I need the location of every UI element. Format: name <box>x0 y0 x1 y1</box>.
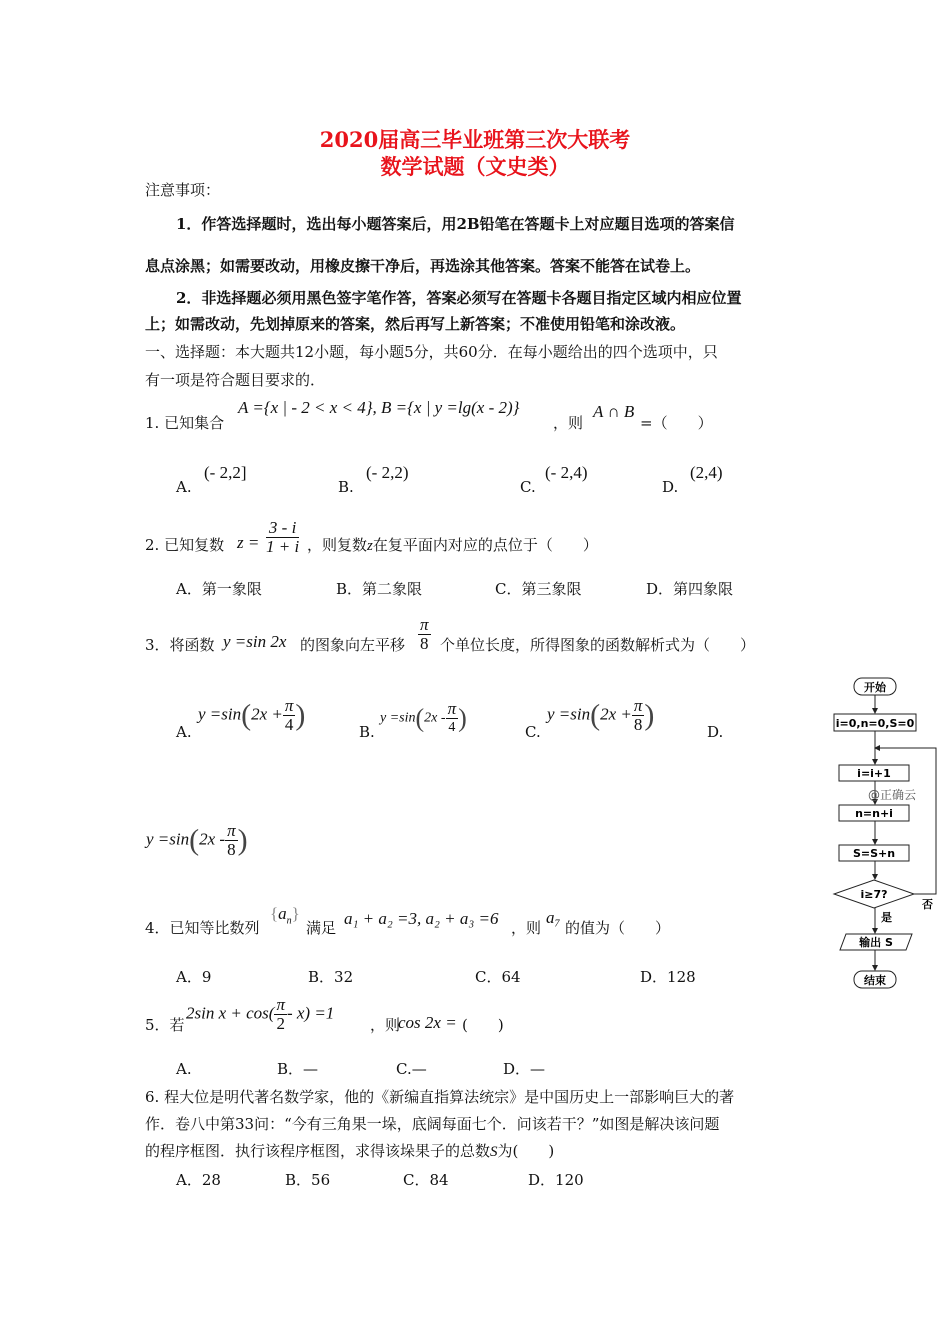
q6-option-b: B．56 <box>285 1171 331 1189</box>
q3-shift-fraction <box>418 616 431 653</box>
q3-option-a-label: A. <box>176 723 192 741</box>
q1-option-c-label: C. <box>520 478 536 496</box>
q5-stem-b: ，则 <box>370 1016 401 1034</box>
q3-option-b-label: B. <box>359 723 375 741</box>
q3-d-arg: 2x - <box>199 829 226 849</box>
q2-option-b: B．第二象限 <box>336 580 423 598</box>
q3-c-den: 8 <box>633 715 643 734</box>
q3-option-d-label: D. <box>707 723 724 741</box>
q3-d-den: 8 <box>227 840 236 859</box>
section-line2: 有一项是符合题目要求的． <box>145 371 326 389</box>
q2-option-a: A．第一象限 <box>176 580 262 598</box>
q4-seq: $\{a_n\}$ <box>270 904 300 927</box>
q4-option-b: B．32 <box>308 968 354 986</box>
q5-expr <box>186 996 334 1033</box>
q3-a-den: 4 <box>284 715 294 734</box>
q4-stem-a: 4．已知等比数列 <box>145 919 260 937</box>
q3-option-a-expr: y =sin(2x + $\frac{\pi}{4}$ ) <box>198 696 306 734</box>
q2-var-z2: z <box>367 538 373 554</box>
q1-stem-then: ，则 <box>553 414 584 432</box>
section-line1: 一、选择题：本大题共12小题，每小题5分，共60分．在每小题给出的四个选项中，只 <box>145 343 718 361</box>
q4-stem-b: 满足 <box>306 919 337 937</box>
flow-step3-text: S=S+n <box>852 847 896 860</box>
q4-target: a₇ <box>546 908 561 927</box>
q2-option-c: C．第三象限 <box>495 580 582 598</box>
q6-option-a: A．28 <box>176 1171 221 1189</box>
q5-option-d: D．— <box>503 1060 546 1078</box>
notice-item2-line1: 2．非选择题必须用黑色签字笔作答，答案必须写在答题卡各题目指定区域内相应位置 <box>176 289 742 307</box>
q6-line1: 6. 程大位是明代著名数学家，他的《新编直指算法统宗》是中国历史上一部影响巨大的著 <box>145 1088 735 1106</box>
q3-a-num: π <box>284 696 294 715</box>
q2-stem-c-text: 在复平面内对应的点位于（ ） <box>372 536 598 554</box>
q2-numerator: 3 - i <box>266 519 299 538</box>
watermark-text: @正确云 <box>867 788 917 802</box>
q4-option-a: A．9 <box>176 968 212 986</box>
q5-expr-b: - x) =1 <box>286 1003 335 1023</box>
q3-a-pre: y =sin <box>198 704 242 724</box>
flow-cond-text: i≥7? <box>860 888 888 901</box>
q1-stem <box>145 413 224 433</box>
q3-d-pre: y =sin <box>146 829 190 849</box>
q3-b-arg: 2x - <box>424 710 446 726</box>
q6-line3-a: 的程序框图．执行该程序框图，求得该垛果子的总数 <box>145 1142 491 1160</box>
q6-option-c: C．84 <box>403 1171 449 1189</box>
q5-stem-a: 5．若 <box>145 1016 185 1034</box>
q1-option-a-label: A. <box>176 478 192 496</box>
q3-c-num: π <box>633 696 643 715</box>
q3-option-c-label: C. <box>525 723 541 741</box>
q5-num: π <box>276 995 285 1014</box>
q3-option-d-expr: y =sin(2x - $\frac{\pi}{8}$ ) <box>146 821 248 859</box>
q3-shift-num: π <box>420 615 429 634</box>
q1-option-a-value: (- 2,2] <box>204 463 247 482</box>
flow-start-text: 开始 <box>864 681 886 694</box>
q3-stem-b: 的图象向左平移 <box>300 636 406 654</box>
q3-func-expr: y =sin 2x <box>223 632 287 651</box>
q2-stem-b-text: ，则复数 <box>307 536 368 554</box>
flow-no-label: 否 <box>922 898 933 911</box>
q4-option-d: D．128 <box>640 968 696 986</box>
q3-b-pre: y =sin <box>380 710 416 726</box>
notice-heading: 注意事项： <box>145 181 221 199</box>
q1-option-c-value: (- 2,4) <box>545 463 588 482</box>
q2-var-z: z = <box>237 533 260 552</box>
q3-a-arg: 2x + <box>251 704 283 724</box>
q2-stem-b <box>307 535 598 556</box>
q1-sets-expr: A ={x | - 2 < x < 4}, B ={x | y =lg(x - 2)} <box>238 398 520 417</box>
q5-option-b: B．— <box>277 1060 319 1078</box>
q1-option-d-label: D. <box>662 478 679 496</box>
q2-stem-a: 2. 已知复数 <box>145 536 225 554</box>
q3-b-num: π <box>447 699 457 718</box>
q1-intersection-expr: A ∩ B <box>593 402 635 421</box>
exam-subtitle: 数学试题（文史类） <box>380 154 570 179</box>
q6-option-d: D．120 <box>528 1171 584 1189</box>
q1-stem-blank: =（ ） <box>640 414 713 432</box>
q3-b-den: 4 <box>448 720 456 735</box>
q5-den: 2 <box>276 1014 285 1033</box>
q4-seq-a: a <box>278 904 287 923</box>
q3-option-b-expr: y =sin(2x - $\frac{\pi}{4}$ ) <box>380 699 467 735</box>
q4-option-c: C．64 <box>475 968 521 986</box>
q2-fraction <box>266 519 299 556</box>
q4-seq-sub: n <box>286 915 292 927</box>
flowchart <box>820 672 948 997</box>
q2-option-d: D．第四象限 <box>646 580 734 598</box>
q4-stem-d: 的值为（ ） <box>565 919 671 937</box>
flow-output-text: 输出 S <box>859 936 893 949</box>
q3-d-num: π <box>227 821 236 840</box>
q3-c-arg: 2x + <box>600 704 632 724</box>
q2-denominator: 1 + i <box>266 537 300 556</box>
q1-option-b-label: B. <box>338 478 354 496</box>
q5-expr-c: cos 2x = <box>398 1013 457 1032</box>
q6-line3-var: S <box>490 1144 498 1160</box>
q1-option-d-value: (2,4) <box>690 463 723 482</box>
q5-stem-c: ( ) <box>462 1016 504 1034</box>
q6-line3 <box>145 1141 554 1162</box>
notice-item1-line2: 息点涂黑；如需要改动，用橡皮擦干净后，再选涂其他答案。答案不能答在试卷上。 <box>145 257 701 275</box>
q3-stem-a: 3．将函数 <box>145 636 215 654</box>
flow-step1-text: i=i+1 <box>857 767 891 780</box>
q1-stem-text: 1. 已知集合 <box>145 414 225 432</box>
q4-stem-c: ，则 <box>511 919 542 937</box>
q5-option-a: A. <box>176 1060 192 1078</box>
flow-yes-label: 是 <box>881 911 892 924</box>
notice-item2-line2: 上；如需改动，先划掉原来的答案，然后再写上新答案；不准使用铅笔和涂改液。 <box>145 315 686 333</box>
q4-condition: a₁ + a₂ =3, a₂ + a₃ =6 <box>344 909 499 928</box>
q3-option-c-expr: y =sin(2x + $\frac{\pi}{8}$ ) <box>547 696 655 734</box>
q3-c-pre: y =sin <box>547 704 591 724</box>
q5-option-c: C.— <box>396 1060 427 1078</box>
exam-title: 2020届高三毕业班第三次大联考 <box>319 127 631 152</box>
notice-item1-line1: 1．作答选择题时，选出每小题答案后，用2B铅笔在答题卡上对应题目选项的答案信 <box>176 215 735 233</box>
flow-end-text: 结束 <box>864 974 886 987</box>
q3-stem-c: 个单位长度，所得图象的函数解析式为（ ） <box>440 636 756 654</box>
q1-option-b-value: (- 2,2) <box>366 463 409 482</box>
flow-init-text: i=0,n=0,S=0 <box>835 717 915 730</box>
q5-expr-a: 2sin x + cos( <box>186 1003 275 1023</box>
q6-line3-b: 为( ) <box>497 1142 555 1160</box>
q3-shift-den: 8 <box>420 634 429 653</box>
flow-step2-text: n=n+i <box>855 807 893 820</box>
q6-line2: 作．卷八中第33问：“今有三角果一垛，底阔每面七个．问该若干？”如图是解决该问题 <box>145 1115 720 1133</box>
